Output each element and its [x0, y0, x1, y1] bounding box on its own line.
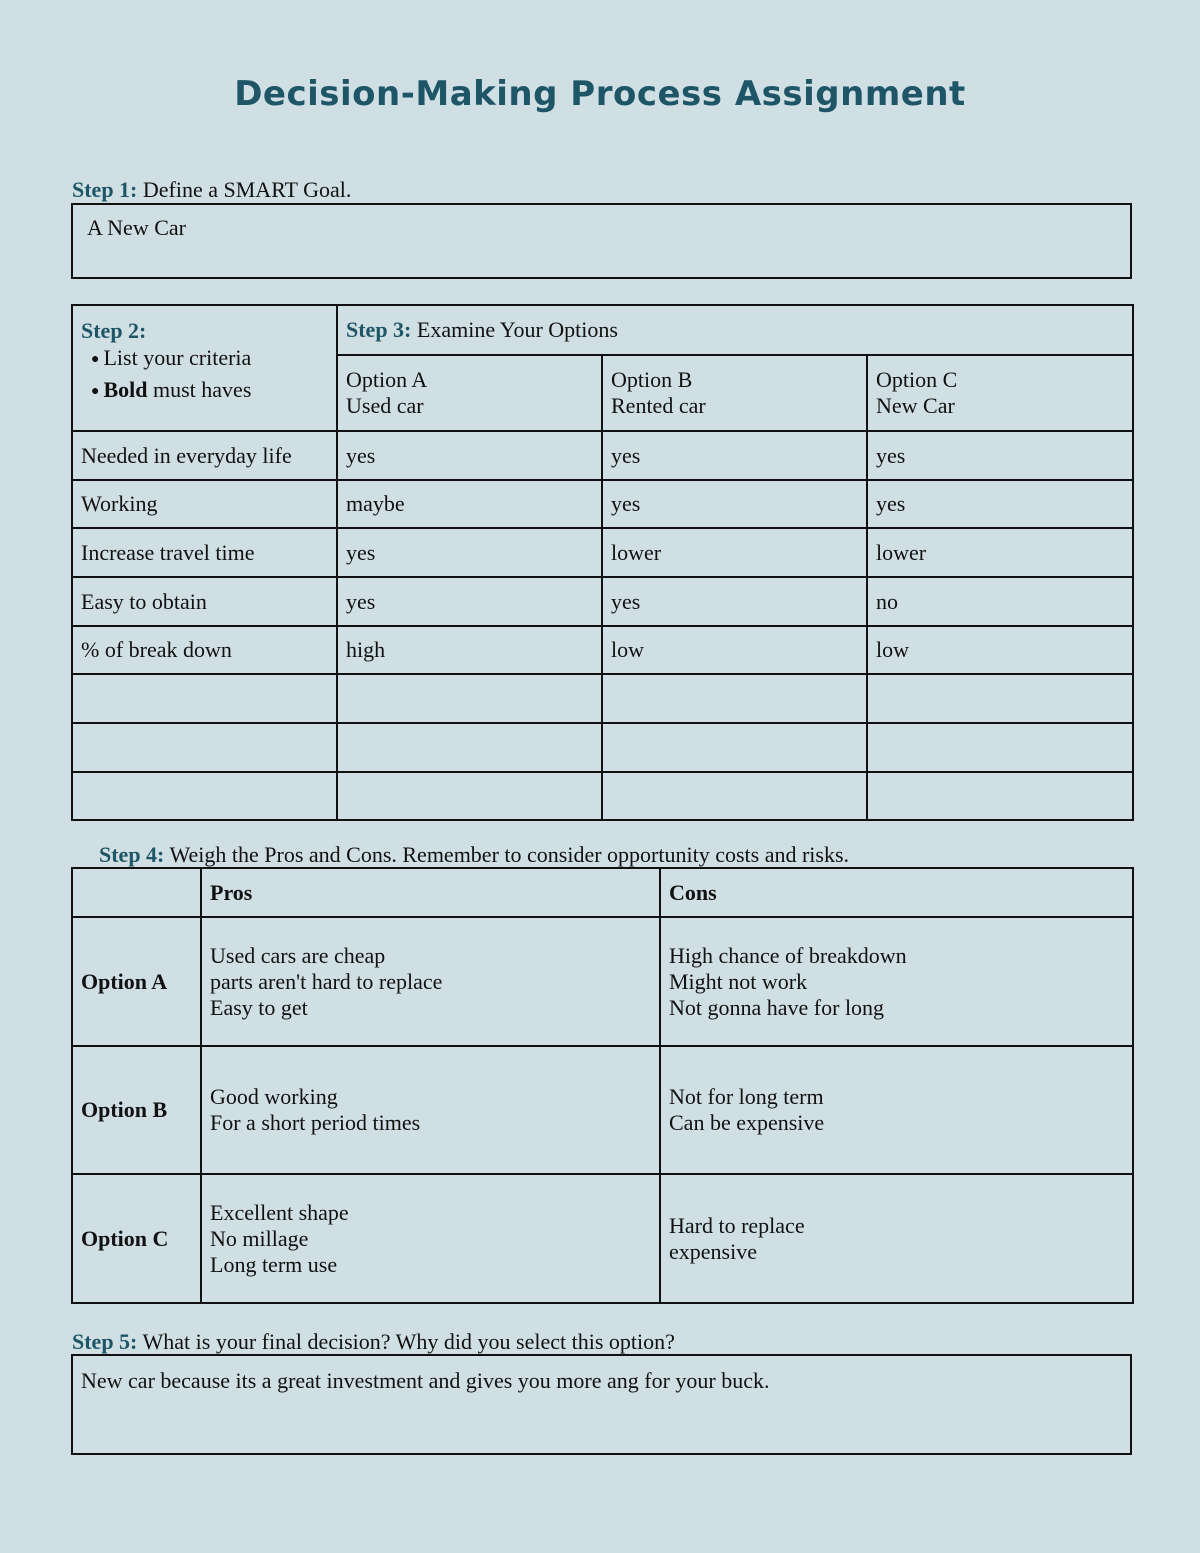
step2-bullet-musthaves: [91, 376, 328, 408]
criterion-cell[interactable]: Increase travel time: [72, 528, 337, 577]
value-cell[interactable]: [867, 674, 1133, 723]
cons-line: Might not work: [669, 968, 808, 994]
value-cell[interactable]: [337, 772, 602, 820]
value-cell[interactable]: low: [867, 626, 1133, 674]
value-cell[interactable]: no: [867, 577, 1133, 626]
value-cell[interactable]: yes: [602, 480, 867, 528]
value-cell[interactable]: maybe: [337, 480, 602, 528]
page-title: Decision-Making Process Assignment: [234, 74, 966, 114]
cons-line: High chance of breakdown: [669, 942, 907, 968]
step1-step: Step 1:: [72, 177, 138, 202]
option-c-row-label: Option C: [72, 1174, 201, 1303]
value-cell[interactable]: yes: [602, 577, 867, 626]
step2-bullet1-text: List your criteria: [103, 345, 252, 370]
pros-line: No millage: [210, 1225, 309, 1251]
table-row: [72, 1174, 1133, 1303]
criterion-cell[interactable]: Needed in everyday life: [72, 431, 337, 480]
table-row: [72, 480, 1133, 528]
value-cell[interactable]: [867, 723, 1133, 772]
value-cell[interactable]: [337, 723, 602, 772]
option-a-row-label: Option A: [72, 917, 201, 1046]
value-cell[interactable]: high: [337, 626, 602, 674]
pros-cons-table: [71, 867, 1134, 1304]
step4-prompt: Weigh the Pros and Cons. Remember to consider opportunity costs and risks.: [169, 842, 850, 867]
cons-line: Not gonna have for long: [669, 994, 885, 1020]
step1-answer: A New Car: [87, 215, 186, 240]
options-table: [71, 304, 1134, 821]
option-b-cons[interactable]: [660, 1046, 1133, 1174]
option-c-header: [867, 355, 1133, 431]
step2-bullets: [81, 344, 328, 408]
step2-bullet2-bold: Bold: [103, 377, 148, 402]
option-a-desc: Used car: [346, 393, 424, 418]
option-c-desc: New Car: [876, 393, 955, 418]
pros-header: Pros: [201, 868, 660, 917]
step3-header: [337, 305, 1133, 355]
table-row: [72, 674, 1133, 723]
step5-prompt: What is your final decision? Why did you select this option?: [142, 1329, 675, 1354]
pros-line: Excellent shape: [210, 1199, 349, 1225]
table-row: [72, 528, 1133, 577]
option-b-pros[interactable]: [201, 1046, 660, 1174]
step4-step: Step 4:: [99, 842, 165, 867]
pros-line: Easy to get: [210, 994, 308, 1020]
step5-answer: New car because its a great investment and gives you more ang for your buck.: [81, 1368, 770, 1393]
option-c-pros[interactable]: [201, 1174, 660, 1303]
option-b-label: Option B: [611, 367, 693, 392]
value-cell[interactable]: [602, 723, 867, 772]
table-row: [72, 431, 1133, 480]
criterion-cell[interactable]: Easy to obtain: [72, 577, 337, 626]
option-a-label: Option A: [346, 367, 428, 392]
step5-label: [72, 1330, 675, 1354]
pros-line: Used cars are cheap: [210, 942, 386, 968]
step4-label: [99, 843, 849, 867]
value-cell[interactable]: yes: [867, 431, 1133, 480]
value-cell[interactable]: yes: [337, 528, 602, 577]
table-row: [72, 772, 1133, 820]
criterion-cell[interactable]: [72, 674, 337, 723]
pros-line: Good working: [210, 1084, 338, 1109]
pros-line: Long term use: [210, 1251, 338, 1277]
value-cell[interactable]: [602, 674, 867, 723]
option-b-desc: Rented car: [611, 393, 706, 418]
table-row: [72, 626, 1133, 674]
value-cell[interactable]: yes: [337, 577, 602, 626]
step3-prompt: Examine Your Options: [416, 317, 618, 342]
value-cell[interactable]: low: [602, 626, 867, 674]
cons-header: Cons: [660, 868, 1133, 917]
step2-step: Step 2:: [81, 318, 147, 343]
cons-line: Hard to replace: [669, 1212, 805, 1238]
step2-bullet-criteria: [91, 344, 328, 376]
table-row: [72, 1046, 1133, 1174]
option-b-header: [602, 355, 867, 431]
value-cell[interactable]: lower: [602, 528, 867, 577]
value-cell[interactable]: lower: [867, 528, 1133, 577]
value-cell[interactable]: yes: [602, 431, 867, 480]
step5-step: Step 5:: [72, 1329, 138, 1354]
corner-cell: [72, 868, 201, 917]
step3-step: Step 3:: [346, 317, 412, 342]
option-c-label: Option C: [876, 367, 958, 392]
cons-line: Can be expensive: [669, 1110, 825, 1135]
pros-line: parts aren't hard to replace: [210, 968, 443, 994]
cons-line: expensive: [669, 1238, 757, 1264]
value-cell[interactable]: [602, 772, 867, 820]
table-row: [72, 577, 1133, 626]
option-c-cons[interactable]: [660, 1174, 1133, 1303]
step5-answer-box[interactable]: [71, 1354, 1132, 1455]
table-row: [72, 723, 1133, 772]
value-cell[interactable]: [867, 772, 1133, 820]
pros-line: For a short period times: [210, 1110, 421, 1135]
step2-bullet2-rest: must haves: [153, 377, 252, 402]
step1-prompt: Define a SMART Goal.: [142, 177, 352, 202]
criterion-cell[interactable]: [72, 723, 337, 772]
cons-line: Not for long term: [669, 1084, 824, 1109]
value-cell[interactable]: [337, 674, 602, 723]
step1-label: [72, 178, 351, 202]
option-b-row-label: Option B: [72, 1046, 201, 1174]
criterion-cell[interactable]: [72, 772, 337, 820]
option-a-header: [337, 355, 602, 431]
criterion-cell[interactable]: Working: [72, 480, 337, 528]
value-cell[interactable]: yes: [337, 431, 602, 480]
criterion-cell[interactable]: % of break down: [72, 626, 337, 674]
option-a-pros[interactable]: [201, 917, 660, 1046]
table-row: [72, 917, 1133, 1046]
option-a-cons[interactable]: [660, 917, 1133, 1046]
step2-cell: [72, 305, 337, 431]
step1-answer-box[interactable]: [71, 203, 1132, 279]
value-cell[interactable]: yes: [867, 480, 1133, 528]
